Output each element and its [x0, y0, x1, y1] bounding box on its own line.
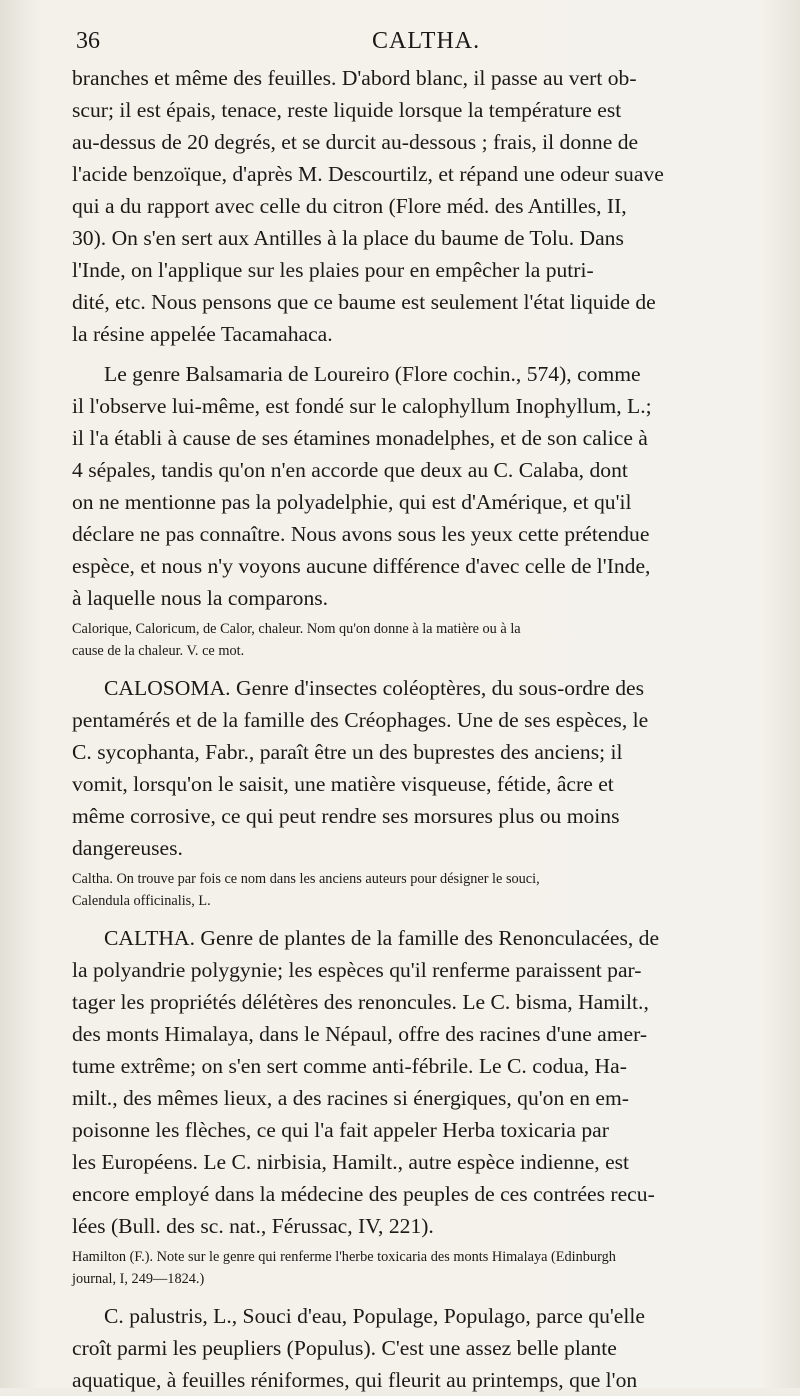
- text-line: aquatique, à feuilles réniformes, qui fleurit au printemps, que l'on: [72, 1368, 638, 1392]
- note-hamilton: [72, 1246, 772, 1290]
- text-line: les Européens. Le C. nirbisia, Hamilt., autre espèce indienne, est: [72, 1150, 630, 1174]
- text-line: vomit, lorsqu'on le saisit, une matière visqueuse, fétide, âcre et: [72, 772, 614, 796]
- paragraph-balsam-continued: [72, 62, 772, 350]
- paragraph-balsamaria: [72, 358, 772, 614]
- text-line: milt., des mêmes lieux, a des racines si énergiques, qu'on en em-: [72, 1086, 629, 1110]
- entry-calosoma: [72, 672, 772, 864]
- note-line: Caltha. On trouve par fois ce nom dans les anciens auteurs pour désigner le souci,: [72, 871, 540, 887]
- text-line: Le genre Balsamaria de Loureiro (Flore cochin., 574), comme: [104, 362, 641, 386]
- text-line: la polyandrie polygynie; les espèces qu'il renferme paraissent par-: [72, 958, 642, 982]
- note-caltha: [72, 868, 772, 912]
- text-line: espèce, et nous n'y voyons aucune différence d'avec celle de l'Inde,: [72, 554, 651, 578]
- text-line: la résine appelée Tacamahaca.: [72, 322, 333, 346]
- text-line: 4 sépales, tandis qu'on n'en accorde que deux au C. Calaba, dont: [72, 458, 628, 482]
- note-calorique: [72, 618, 772, 662]
- text-line: l'Inde, on l'applique sur les plaies pour en empêcher la putri-: [72, 258, 594, 282]
- note-line: Calendula officinalis, L.: [72, 893, 211, 909]
- note-line: cause de la chaleur. V. ce mot.: [72, 643, 245, 659]
- note-line: journal, I, 249—1824.): [72, 1271, 205, 1287]
- text-line: dité, etc. Nous pensons que ce baume est seulement l'état liquide de: [72, 290, 656, 314]
- text-line: scur; il est épais, tenace, reste liquide lorsque la température est: [72, 98, 622, 122]
- text-line: 30). On s'en sert aux Antilles à la place du baume de Tolu. Dans: [72, 226, 624, 250]
- text-line: tager les propriétés délétères des renoncules. Le C. bisma, Hamilt.,: [72, 990, 649, 1014]
- text-line: qui a du rapport avec celle du citron (Flore méd. des Antilles, II,: [72, 194, 627, 218]
- entry-caltha: [72, 922, 772, 1242]
- text-line: branches et même des feuilles. D'abord blanc, il passe au vert ob-: [72, 66, 637, 90]
- text-line: il l'observe lui-même, est fondé sur le calophyllum Inophyllum, L.;: [72, 394, 652, 418]
- note-line: Calorique, Caloricum, de Calor, chaleur. Nom qu'on donne à la matière ou à la: [72, 621, 521, 637]
- text-line: poisonne les flèches, ce qui l'a fait appeler Herba toxicaria par: [72, 1118, 609, 1142]
- text-line: des monts Himalaya, dans le Népaul, offre des racines d'une amer-: [72, 1022, 648, 1046]
- text-line: à laquelle nous la comparons.: [72, 586, 329, 610]
- text-line: tume extrême; on s'en sert comme anti-fébrile. Le C. codua, Ha-: [72, 1054, 627, 1078]
- text-line: l'acide benzoïque, d'après M. Descourtilz, et répand une odeur suave: [72, 162, 664, 186]
- text-line: même corrosive, ce qui peut rendre ses morsures plus ou moins: [72, 804, 620, 828]
- text-line: croît parmi les peupliers (Populus). C'est une assez belle plante: [72, 1336, 617, 1360]
- text-line: C. sycophanta, Fabr., paraît être un des buprestes des anciens; il: [72, 740, 623, 764]
- text-line: CALTHA. Genre de plantes de la famille des Renonculacées, de: [104, 926, 660, 950]
- text-line: encore employé dans la médecine des peuples de ces contrées recu-: [72, 1182, 655, 1206]
- text-line: déclare ne pas connaître. Nous avons sous les yeux cette prétendue: [72, 522, 650, 546]
- text-line: CALOSOMA. Genre d'insectes coléoptères, du sous-ordre des: [104, 676, 645, 700]
- text-line: au-dessus de 20 degrés, et se durcit au-dessous ; frais, il donne de: [72, 130, 639, 154]
- text-line: dangereuses.: [72, 836, 183, 860]
- text-line: on ne mentionne pas la polyadelphie, qui est d'Amérique, et qu'il: [72, 490, 632, 514]
- note-line: Hamilton (F.). Note sur le genre qui renferme l'herbe toxicaria des monts Himalaya (Edinburgh: [72, 1249, 616, 1265]
- running-head: CALTHA.: [372, 28, 481, 54]
- text-line: il l'a établi à cause de ses étamines monadelphes, et de son calice à: [72, 426, 648, 450]
- text-line: C. palustris, L., Souci d'eau, Populage, Populago, parce qu'elle: [104, 1304, 645, 1328]
- page-number: 36: [76, 28, 100, 54]
- page-header: [72, 22, 772, 62]
- text-line: pentamérés et de la famille des Créophages. Une de ses espèces, le: [72, 708, 649, 732]
- paragraph-palustris: [72, 1300, 772, 1396]
- text-line: lées (Bull. des sc. nat., Férussac, IV, 221).: [72, 1214, 434, 1238]
